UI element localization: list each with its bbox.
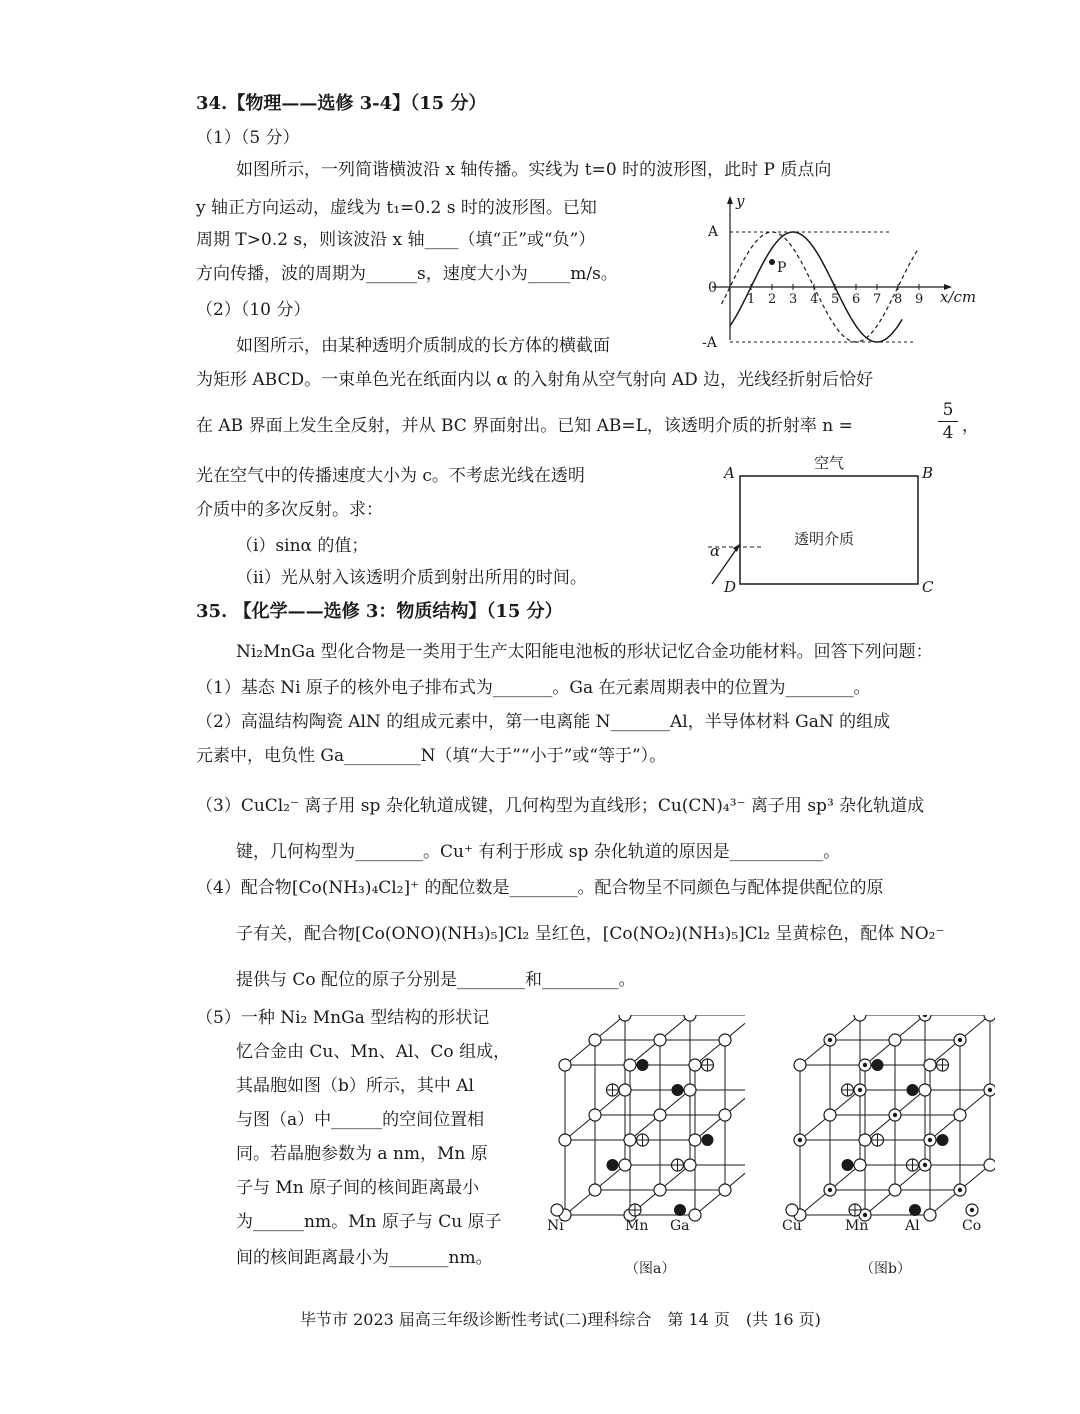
x-tick-label: 2 bbox=[768, 292, 777, 307]
atom-solid bbox=[674, 1204, 686, 1216]
q34-p2-sub-ii: （ii）光从射入该透明介质到射出所用的时间。 bbox=[236, 568, 587, 588]
atom-dot-center bbox=[863, 1063, 867, 1067]
atom-open bbox=[719, 1184, 731, 1196]
x-axis-label: x/cm bbox=[940, 288, 977, 306]
q35-sub4-line1: （4）配合物[Co(NH₃)₄Cl₂]⁺ 的配位数是________。配合物呈不同颜色与配体提供配位的原 bbox=[196, 878, 884, 898]
q35-sub5-line7: 为______nm。Mn 原子与 Cu 原子 bbox=[236, 1212, 502, 1232]
legend-b bbox=[782, 1204, 981, 1234]
atom-dot-center bbox=[958, 1038, 962, 1042]
x-tick-label: 3 bbox=[789, 292, 798, 307]
fraction-denominator: 4 bbox=[942, 423, 954, 443]
q35-sub2-line2: 元素中，电负性 Ga_________N（填“大于”“小于”或“等于”）。 bbox=[196, 746, 667, 766]
q34-part2-label: （2）（10 分） bbox=[196, 300, 311, 320]
q34-p2-line2: 为矩形 ABCD。一束单色光在纸面内以 α 的入射角从空气射向 AD 边，光线经折射后恰好 bbox=[196, 370, 874, 390]
atom-open bbox=[559, 1134, 571, 1146]
legend-label: Mn bbox=[625, 1218, 649, 1234]
atom-open bbox=[824, 1109, 836, 1121]
alpha-label: α bbox=[710, 542, 721, 560]
atom-open bbox=[654, 1034, 666, 1046]
atom-open bbox=[619, 1159, 631, 1171]
amp-pos-label: A bbox=[708, 224, 719, 240]
figure-a-caption: （图a） bbox=[625, 1261, 676, 1277]
atom-open bbox=[889, 1184, 901, 1196]
atom-solid bbox=[637, 1059, 649, 1071]
q35-sub3-line1: （3）CuCl₂⁻ 离子用 sp 杂化轨道成键，几何构型为直线形；Cu(CN)₄³⁻ 离子用 sp³ 杂化轨道成 bbox=[196, 796, 925, 816]
q35-sub5-line6: 子与 Mn 原子间的核间距离最小 bbox=[236, 1178, 480, 1198]
point-p-label: P bbox=[777, 260, 787, 276]
cube-lattice-a bbox=[559, 1015, 745, 1221]
medium-label: 透明介质 bbox=[794, 530, 855, 548]
atom-open bbox=[654, 1109, 666, 1121]
cube-lattice-b bbox=[794, 1015, 995, 1221]
atom-open bbox=[689, 1134, 701, 1146]
x-tick-label: 1 bbox=[747, 292, 756, 307]
atom-open bbox=[551, 1204, 563, 1216]
q34-p2-line3: 在 AB 界面上发生全反射，并从 BC 界面射出。已知 AB=L，该透明介质的折射率 n = bbox=[196, 416, 853, 436]
atom-open bbox=[589, 1034, 601, 1046]
atom-dot-center bbox=[863, 1213, 867, 1217]
atom-dot-center bbox=[970, 1208, 974, 1212]
atom-open bbox=[684, 1084, 696, 1096]
x-tick-label: 7 bbox=[873, 292, 882, 307]
q35-sub4-line2: 子有关，配合物[Co(ONO)(NH₃)₅]Cl₂ 呈红色，[Co(NO₂)(NH₃)₅]Cl₂ 呈黄棕色，配体 NO₂⁻ bbox=[236, 924, 945, 944]
q35-sub3-line2: 键，几何构型为________。Cu⁺ 有利于形成 sp 杂化轨道的原因是___________。 bbox=[236, 842, 841, 862]
legend-label: Cu bbox=[782, 1218, 802, 1234]
q35-sub5-line3: 其晶胞如图（b）所示，其中 Al bbox=[236, 1076, 474, 1096]
atom-dot-center bbox=[988, 1088, 992, 1092]
atom-solid bbox=[842, 1159, 854, 1171]
atom-open bbox=[684, 1015, 696, 1021]
atom-dot-center bbox=[798, 1138, 802, 1142]
vertex-a: A bbox=[724, 464, 735, 482]
atom-open bbox=[719, 1034, 731, 1046]
q34-p2-line1: 如图所示，由某种透明介质制成的长方体的横截面 bbox=[236, 336, 610, 356]
atom-open bbox=[619, 1015, 631, 1021]
crystal-cell-figure-a bbox=[545, 1015, 745, 1277]
q34-p2-sub-i: （i）sinα 的值； bbox=[236, 536, 369, 556]
q35-sub5-line5: 同。若晶胞参数为 a nm，Mn 原 bbox=[236, 1144, 488, 1164]
q35-sub5-line2: 忆合金由 Cu、Mn、Al、Co 组成， bbox=[236, 1042, 511, 1062]
legend-label: Co bbox=[962, 1218, 982, 1234]
atom-open bbox=[889, 1034, 901, 1046]
x-tick-label: 5 bbox=[831, 292, 840, 307]
fraction-bar bbox=[938, 421, 958, 422]
atom-open bbox=[854, 1015, 866, 1021]
q34-p2-line5: 介质中的多次反射。求： bbox=[196, 500, 383, 520]
atom-open bbox=[859, 1134, 871, 1146]
atom-open bbox=[924, 1059, 936, 1071]
atom-open bbox=[619, 1084, 631, 1096]
atom-solid bbox=[607, 1159, 619, 1171]
atom-open bbox=[794, 1059, 806, 1071]
atom-dot-center bbox=[828, 1038, 832, 1042]
atom-dot-center bbox=[923, 1163, 927, 1167]
y-axis-label: y bbox=[736, 192, 745, 210]
fraction-numerator: 5 bbox=[942, 400, 954, 420]
page-footer: 毕节市 2023 届高三年级诊断性考试(二)理科综合 第 14 页 (共 16 页) bbox=[300, 1310, 821, 1329]
x-tick-label: 4 bbox=[810, 292, 819, 307]
atom-open bbox=[624, 1059, 636, 1071]
legend-label: Ga bbox=[670, 1218, 690, 1234]
atom-open bbox=[654, 1184, 666, 1196]
atom-solid bbox=[909, 1204, 921, 1216]
q35-sub4-line3: 提供与 Co 配位的原子分别是________和_________。 bbox=[236, 970, 636, 990]
amp-neg-label: -A bbox=[702, 335, 717, 351]
q34-title: 34.【物理——选修 3-4】（15 分） bbox=[196, 93, 487, 114]
air-label: 空气 bbox=[814, 454, 845, 472]
atom-open bbox=[589, 1109, 601, 1121]
atom-open bbox=[589, 1184, 601, 1196]
q35-intro: Ni₂MnGa 型化合物是一类用于生产太阳能电池板的形状记忆合金功能材料。回答下列问题： bbox=[236, 642, 933, 662]
y-axis-arrow bbox=[727, 196, 733, 204]
q35-sub5-line4: 与图（a）中______的空间位置相 bbox=[236, 1110, 485, 1130]
refractive-index-fraction bbox=[938, 400, 958, 443]
atom-dot-center bbox=[858, 1088, 862, 1092]
wave-figure bbox=[700, 192, 1000, 352]
atom-open bbox=[984, 1159, 995, 1171]
legend-label: Al bbox=[905, 1218, 920, 1234]
q34-part1-label: （1）（5 分） bbox=[196, 128, 300, 148]
point-p-dot bbox=[769, 259, 775, 265]
atom-open bbox=[954, 1109, 966, 1121]
vertex-b: B bbox=[922, 464, 934, 482]
x-tick-label: 6 bbox=[852, 292, 861, 307]
atom-solid bbox=[672, 1084, 684, 1096]
vertex-d: D bbox=[724, 578, 737, 596]
atom-open bbox=[684, 1159, 696, 1171]
atom-solid bbox=[702, 1134, 714, 1146]
q34-p1-line1: 如图所示，一列简谐横波沿 x 轴传播。实线为 t=0 时的波形图，此时 P 质点向 bbox=[236, 160, 832, 180]
atom-solid bbox=[907, 1084, 919, 1096]
atom-solid bbox=[872, 1059, 884, 1071]
atom-open bbox=[689, 1209, 701, 1221]
q35-sub5-line8: 间的核间距离最小为_______nm。 bbox=[236, 1248, 493, 1268]
ray-arrow bbox=[733, 544, 740, 552]
atom-dot-center bbox=[828, 1188, 832, 1192]
atom-open bbox=[719, 1109, 731, 1121]
atom-open bbox=[854, 1159, 866, 1171]
q34-p1-line2: y 轴正方向运动，虚线为 t₁=0.2 s 时的波形图。已知 bbox=[196, 198, 597, 218]
legend-label: Ni bbox=[547, 1218, 564, 1234]
atom-dot-center bbox=[893, 1113, 897, 1117]
atom-open bbox=[919, 1084, 931, 1096]
crystal-cell-figure-b bbox=[780, 1015, 995, 1277]
x-tick-label: 8 bbox=[894, 292, 903, 307]
origin-label: 0 bbox=[708, 280, 717, 296]
q35-sub5-line1: （5）一种 Ni₂ MnGa 型结构的形状记 bbox=[196, 1008, 490, 1028]
figure-b-caption: （图b） bbox=[860, 1261, 911, 1277]
vertex-c: C bbox=[922, 578, 934, 596]
x-tick-label: 9 bbox=[915, 292, 924, 307]
legend-label: Mn bbox=[845, 1218, 869, 1234]
q34-p1-line4: 方向传播，波的周期为______s，速度大小为_____m/s。 bbox=[196, 264, 618, 284]
atom-open bbox=[689, 1059, 701, 1071]
q35-title: 35. 【化学——选修 3：物质结构】（15 分） bbox=[196, 601, 563, 622]
rectangle-figure bbox=[700, 452, 960, 598]
atom-open bbox=[786, 1204, 798, 1216]
atom-open bbox=[924, 1209, 936, 1221]
q34-p1-line3: 周期 T>0.2 s，则该波沿 x 轴____（填“正”或“负”） bbox=[196, 230, 596, 250]
atom-dot-center bbox=[928, 1138, 932, 1142]
atom-open bbox=[559, 1059, 571, 1071]
atom-solid bbox=[937, 1134, 949, 1146]
q34-p2-line4: 光在空气中的传播速度大小为 c。不考虑光线在透明 bbox=[196, 466, 585, 486]
q34-p2-line3-end: ， bbox=[962, 416, 979, 436]
atom-open bbox=[624, 1134, 636, 1146]
q35-sub1: （1）基态 Ni 原子的核外电子排布式为_______。Ga 在元素周期表中的位置为________。 bbox=[196, 678, 871, 698]
q35-sub2-line1: （2）高温结构陶瓷 AlN 的组成元素中，第一电离能 N_______Al，半导体材料 GaN 的组成 bbox=[196, 712, 891, 732]
atom-open bbox=[984, 1015, 995, 1021]
atom-dot-center bbox=[958, 1188, 962, 1192]
